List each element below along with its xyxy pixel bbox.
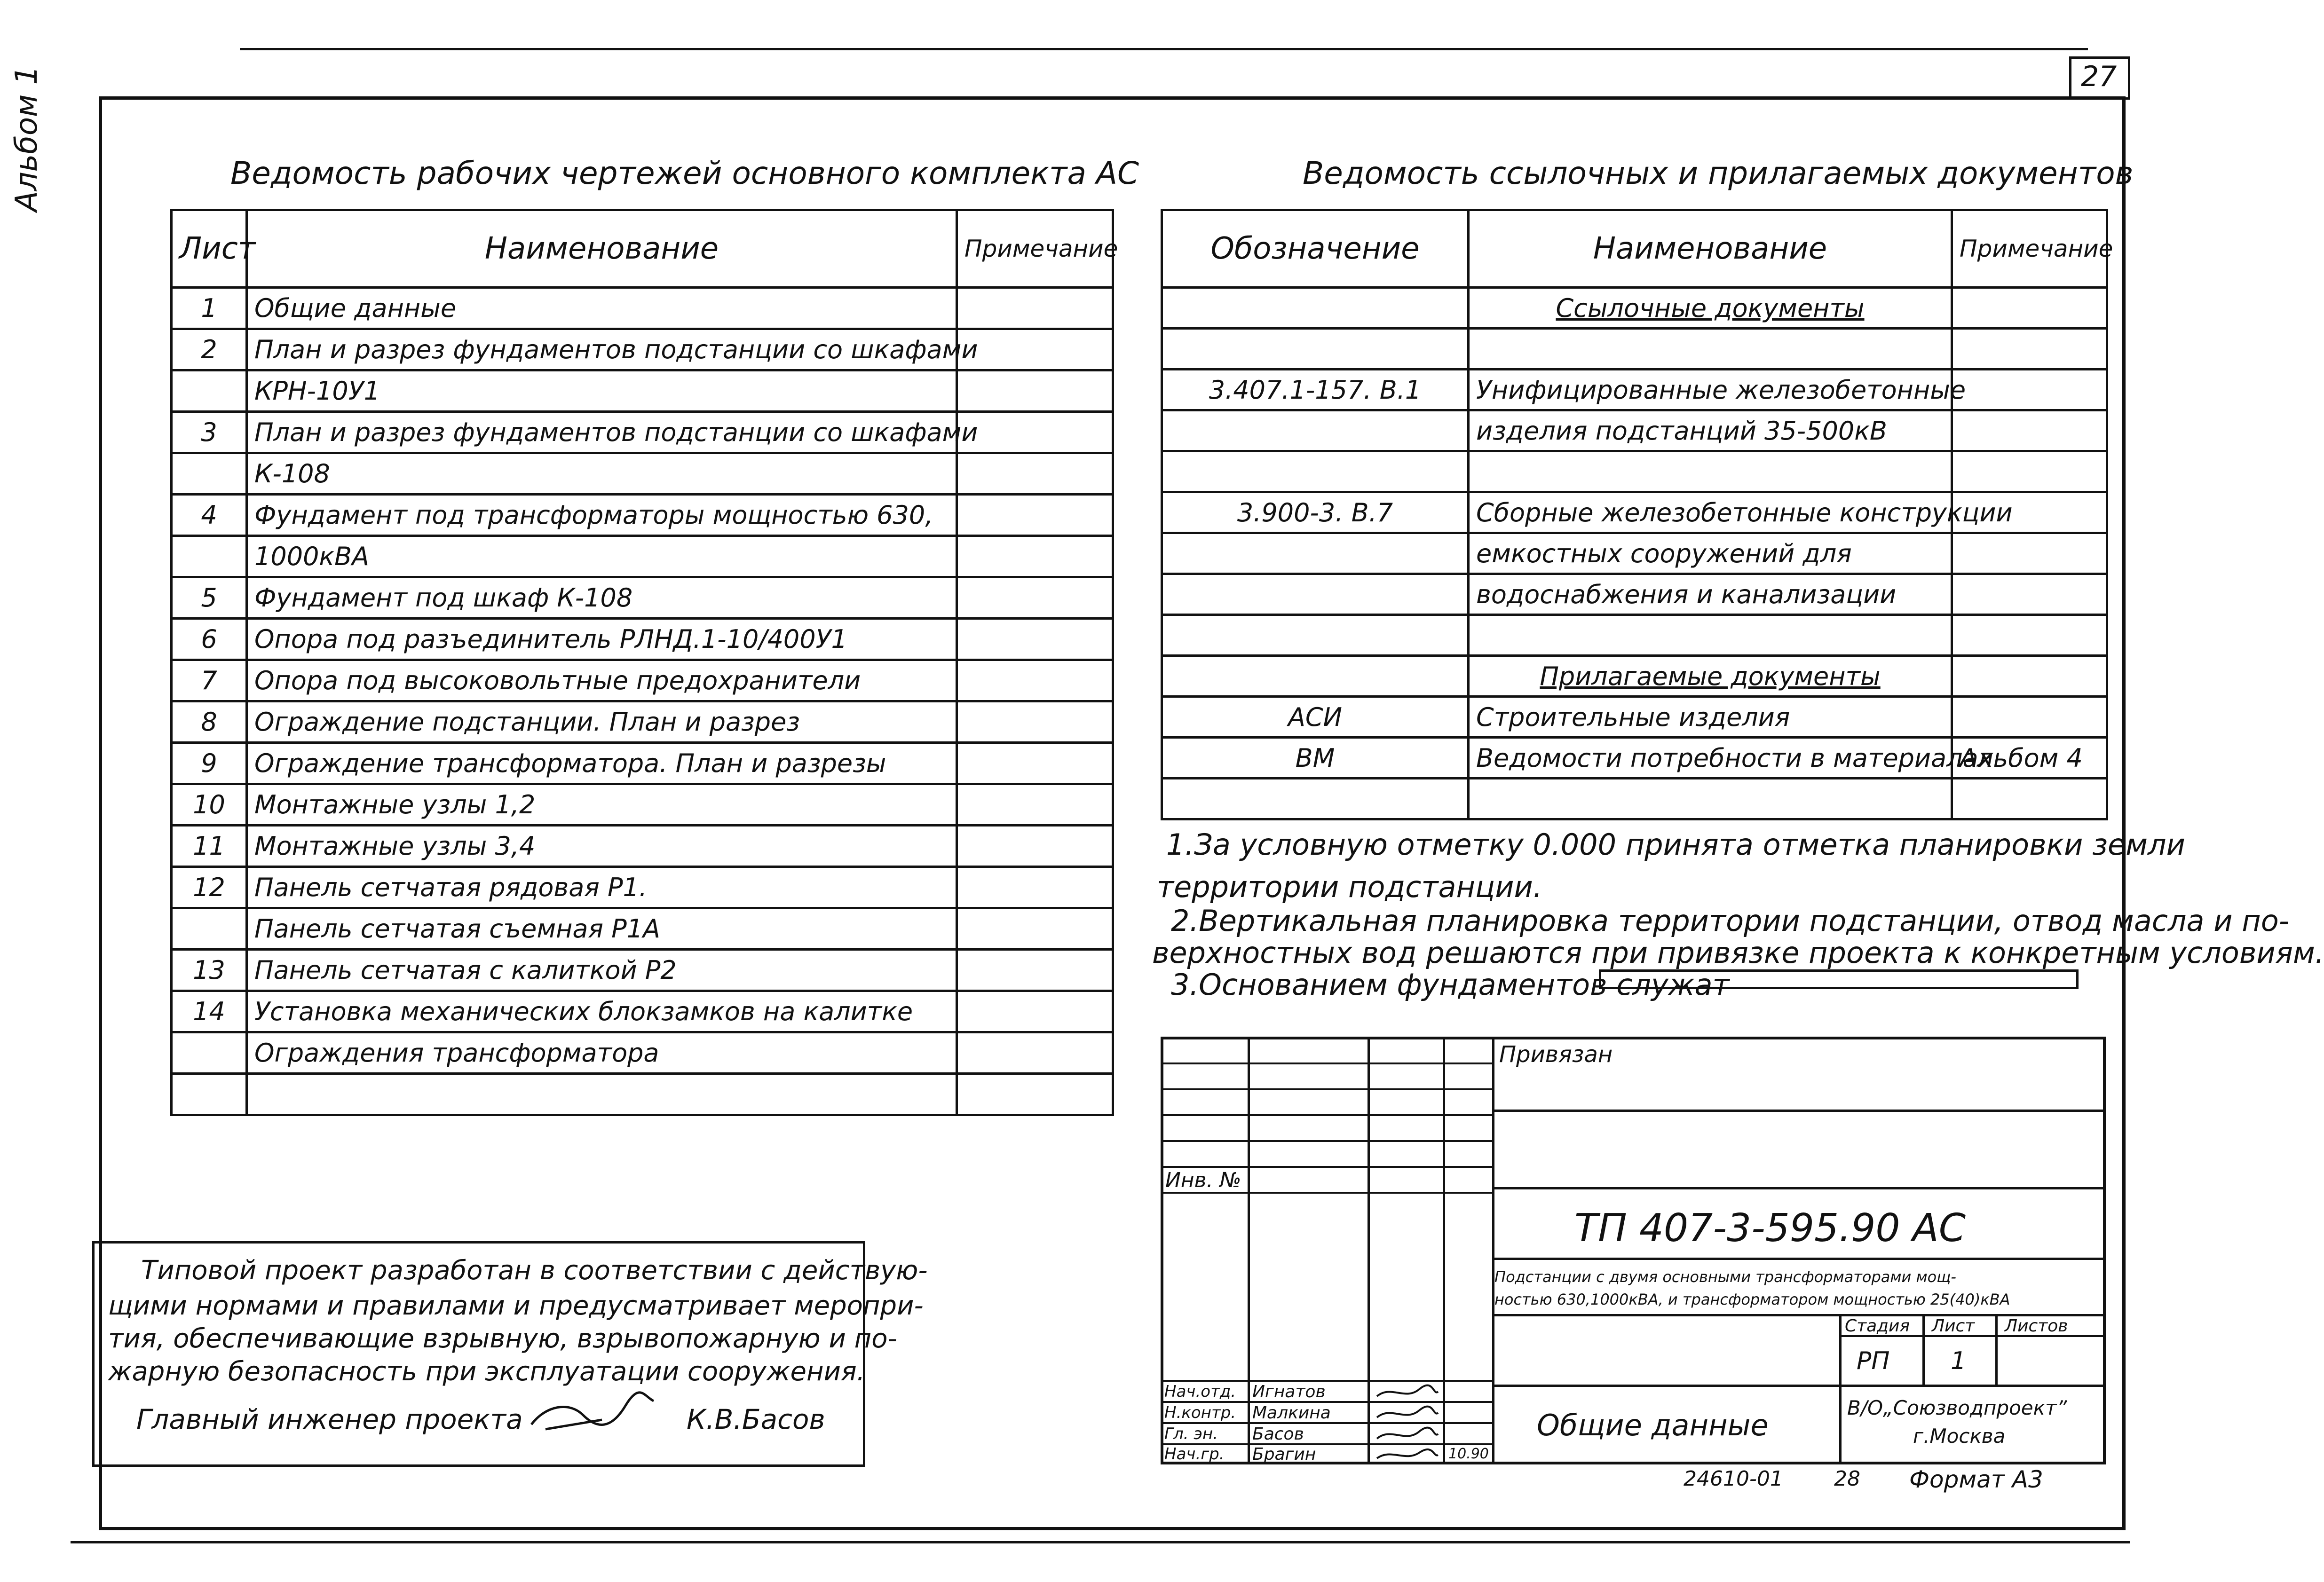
table-row [172,991,1113,1032]
table-row [172,453,1113,495]
sheet-number-cell [172,370,247,412]
sheet-number-cell [172,1032,247,1074]
note-3-blank-box [1599,969,2079,989]
table-row [172,577,1113,619]
chief-engineer-role: Главный инженер проекта [136,1403,523,1435]
doc-code-cell [1162,656,1469,697]
certificate-line-1: Типовой проект разработан в соответствии с действую- [141,1255,928,1286]
col-header-doc-note: Примечание [1952,210,2107,288]
footer-num: 28 [1834,1467,1860,1491]
top-rule [240,48,2088,50]
drawing-name-cell: К-108 [247,453,957,495]
doc-name-cell: водоснабжения и канализации [1469,574,1952,615]
sheet-number-cell: 8 [172,701,247,743]
table-row [172,743,1113,784]
table-row [172,701,1113,743]
table-row [1162,615,2107,656]
table-row [1162,574,2107,615]
table-row [172,1032,1113,1074]
drawing-name-cell: КРН-10У1 [247,370,957,412]
note-2a: 2.Вертикальная планировка территории подстанции, отвод масла и по- [1171,904,2290,938]
table-row [172,619,1113,660]
drawing-name-cell [247,1074,957,1115]
sheet-number-cell: 9 [172,743,247,784]
note-cell [957,288,1113,329]
inv-label: Инв. № [1165,1168,1241,1192]
table-row [1162,410,2107,451]
sheet-value: 1 [1951,1347,1967,1375]
documents-table [1161,209,2113,820]
drawing-name-cell: 1000кВА [247,536,957,577]
drawing-name-cell: Монтажные узлы 3,4 [247,826,957,867]
drawing-name-cell: Опора под высоковольтные предохранители [247,660,957,701]
sheets-header: Листов [2005,1316,2068,1336]
drawing-name-cell: План и разрез фундаментов подстанции со шкафами [247,329,957,370]
signer-role-3: Гл. эн. [1164,1425,1218,1443]
table-row [1162,697,2107,738]
table-row [172,908,1113,950]
note-cell [957,577,1113,619]
doc-note-cell [1952,329,2107,370]
note-cell [957,701,1113,743]
signature-scribbles [1372,1382,1443,1464]
doc-note-cell [1952,410,2107,451]
drawing-name-cell: Фундамент под трансформаторы мощностью 630, [247,495,957,536]
right-table-title: Ведомость ссылочных и прилагаемых документов [1303,155,2134,191]
signer-name-1: Игнатов [1252,1382,1326,1401]
doc-code-cell: ВМ [1162,738,1469,779]
drawing-name-cell: Ограждение трансформатора. План и разрезы [247,743,957,784]
doc-code-cell: 3.900-3. В.7 [1162,492,1469,533]
chief-engineer-signature [527,1387,658,1443]
sheet-number-cell: 10 [172,784,247,826]
table-row [172,826,1113,867]
note-3: 3.Основанием фундаментов служат [1171,968,1730,1002]
table-row [1162,288,2107,329]
sheet-number-cell: 7 [172,660,247,701]
note-cell [957,908,1113,950]
sign-date: 10.90 [1448,1446,1489,1462]
table-row [1162,329,2107,370]
footer-format: Формат А3 [1909,1466,2043,1493]
sheet-number-cell: 3 [172,412,247,453]
drawing-name-cell: Монтажные узлы 1,2 [247,784,957,826]
table-row [172,1074,1113,1115]
signer-role-2: Н.контр. [1164,1403,1236,1422]
drawing-name-cell: Общие данные [247,288,957,329]
table-row [172,784,1113,826]
note-cell [957,536,1113,577]
col-header-sheet: Лист [172,210,247,288]
drawing-name-cell: Панель сетчатая съемная Р1А [247,908,957,950]
note-1b: территории подстанции. [1157,870,1542,904]
sheet-number-cell: 1 [172,288,247,329]
doc-code-cell [1162,451,1469,492]
doc-name-cell: емкостных сооружений для [1469,533,1952,574]
doc-note-cell [1952,451,2107,492]
certificate-line-2: щими нормами и правилами и предусматривает меропри- [108,1291,924,1321]
doc-code-cell [1162,615,1469,656]
sheet-number-cell: 14 [172,991,247,1032]
drawing-name-cell: Фундамент под шкаф К-108 [247,577,957,619]
table-row [1162,533,2107,574]
doc-note-cell [1952,574,2107,615]
sheet-number-cell [172,908,247,950]
table-row [1162,738,2107,779]
doc-note-cell [1952,779,2107,819]
bottom-rule [71,1541,2130,1543]
table-row [172,495,1113,536]
table-row [172,536,1113,577]
note-cell [957,950,1113,991]
title-block [1161,1037,2106,1464]
sheet-number-cell: 2 [172,329,247,370]
stage-value: РП [1857,1347,1890,1375]
table-row [1162,779,2107,819]
col-header-name: Наименование [247,210,957,288]
project-code: ТП 407-3-595.90 АС [1574,1206,1966,1251]
chief-engineer-name: К.В.Басов [687,1403,825,1435]
footer-code: 24610-01 [1684,1467,1783,1491]
doc-note-cell [1952,697,2107,738]
sheet-header: Лист [1932,1316,1975,1336]
certificate-line-4: жарную безопасность при эксплуатации сооружения. [108,1356,865,1387]
doc-note-cell [1952,533,2107,574]
drawing-name-cell: Опора под разъединитель РЛНД.1-10/400У1 [247,619,957,660]
doc-code-cell [1162,329,1469,370]
note-cell [957,329,1113,370]
doc-code-cell [1162,410,1469,451]
note-cell [957,826,1113,867]
note-2b: верхностных вод решаются при привязке проекта к конкретным условиям. [1152,936,2324,970]
doc-code-cell [1162,574,1469,615]
sheet-number-cell: 6 [172,619,247,660]
table-row [172,329,1113,370]
drawing-name-cell: Панель сетчатая рядовая Р1. [247,867,957,908]
doc-name-cell [1469,615,1952,656]
doc-name-cell [1469,451,1952,492]
doc-note-cell [1952,370,2107,410]
table-row [172,660,1113,701]
page-number: 27 [2081,60,2117,93]
doc-note-cell [1952,288,2107,329]
table-row [172,950,1113,991]
drawing-name-cell: Ограждение подстанции. План и разрез [247,701,957,743]
doc-note-cell [1952,615,2107,656]
table-row [172,867,1113,908]
sheet-number-cell [172,1074,247,1115]
note-cell [957,784,1113,826]
drawing-name-cell: Установка механических блокзамков на калитке [247,991,957,1032]
table-row [1162,451,2107,492]
sheet-number-cell: 4 [172,495,247,536]
col-header-doc-name: Наименование [1469,210,1952,288]
org-city: г.Москва [1913,1425,2006,1448]
note-cell [957,867,1113,908]
doc-code-cell [1162,533,1469,574]
project-desc-1: Подстанции с двумя основными трансформаторами мощ- [1494,1268,1956,1286]
table-row [172,412,1113,453]
doc-name-cell: Прилагаемые документы [1469,656,1952,697]
left-table-title: Ведомость рабочих чертежей основного комплекта АС [230,155,1139,191]
doc-name-cell: Ведомости потребности в материалах [1469,738,1952,779]
doc-name-cell: Ссылочные документы [1469,288,1952,329]
sheet-number-cell [172,536,247,577]
doc-code-cell: АСИ [1162,697,1469,738]
note-cell [957,453,1113,495]
note-cell [957,743,1113,784]
signer-name-4: Брагин [1252,1445,1316,1464]
drawing-name-cell: План и разрез фундаментов подстанции со шкафами [247,412,957,453]
sheet-number-cell: 13 [172,950,247,991]
doc-note-cell [1952,656,2107,697]
table-row [1162,656,2107,697]
note-cell [957,370,1113,412]
signer-name-3: Басов [1252,1425,1304,1444]
note-cell [957,1074,1113,1115]
doc-name-cell: Унифицированные железобетонные [1469,370,1952,410]
sheet-name: Общие данные [1537,1408,1769,1442]
project-desc-2: ностью 630,1000кВА, и трансформатором мощностью 25(40)кВА [1494,1291,2010,1308]
doc-name-cell: Строительные изделия [1469,697,1952,738]
note-cell [957,660,1113,701]
note-cell [957,1032,1113,1074]
doc-name-cell: изделия подстанций 35-500кВ [1469,410,1952,451]
doc-code-cell [1162,779,1469,819]
stage-header: Стадия [1845,1316,1910,1336]
table-row [1162,370,2107,410]
table-row [1162,492,2107,533]
sheet-number-cell: 5 [172,577,247,619]
drawing-name-cell: Ограждения трансформатора [247,1032,957,1074]
doc-note-cell: Альбом 4 [1952,738,2107,779]
note-cell [957,495,1113,536]
org-name: В/О„Союзводпроект” [1847,1396,2067,1419]
table-row [172,370,1113,412]
col-header-code: Обозначение [1162,210,1469,288]
signer-role-4: Нач.гр. [1164,1445,1225,1464]
doc-code-cell: 3.407.1-157. В.1 [1162,370,1469,410]
sheet-number-cell: 11 [172,826,247,867]
table-row [172,288,1113,329]
note-cell [957,619,1113,660]
sheet-number-cell [172,453,247,495]
certificate-line-3: тия, обеспечивающие взрывную, взрывопожарную и по- [108,1323,897,1354]
attached-label: Привязан [1499,1041,1613,1068]
signer-role-1: Нач.отд. [1164,1382,1236,1401]
sheet-number-cell: 12 [172,867,247,908]
doc-name-cell [1469,329,1952,370]
signer-name-2: Малкина [1252,1403,1331,1423]
drawings-table [170,209,1118,1116]
doc-name-cell [1469,779,1952,819]
col-header-note: Примечание [957,210,1113,288]
note-cell [957,412,1113,453]
album-label: Альбом 1 [9,65,44,212]
note-cell [957,991,1113,1032]
doc-name-cell: Сборные железобетонные конструкции [1469,492,1952,533]
note-1a: 1.За условную отметку 0.000 принята отметка планировки земли [1166,827,2185,862]
doc-code-cell [1162,288,1469,329]
drawing-name-cell: Панель сетчатая с калиткой Р2 [247,950,957,991]
